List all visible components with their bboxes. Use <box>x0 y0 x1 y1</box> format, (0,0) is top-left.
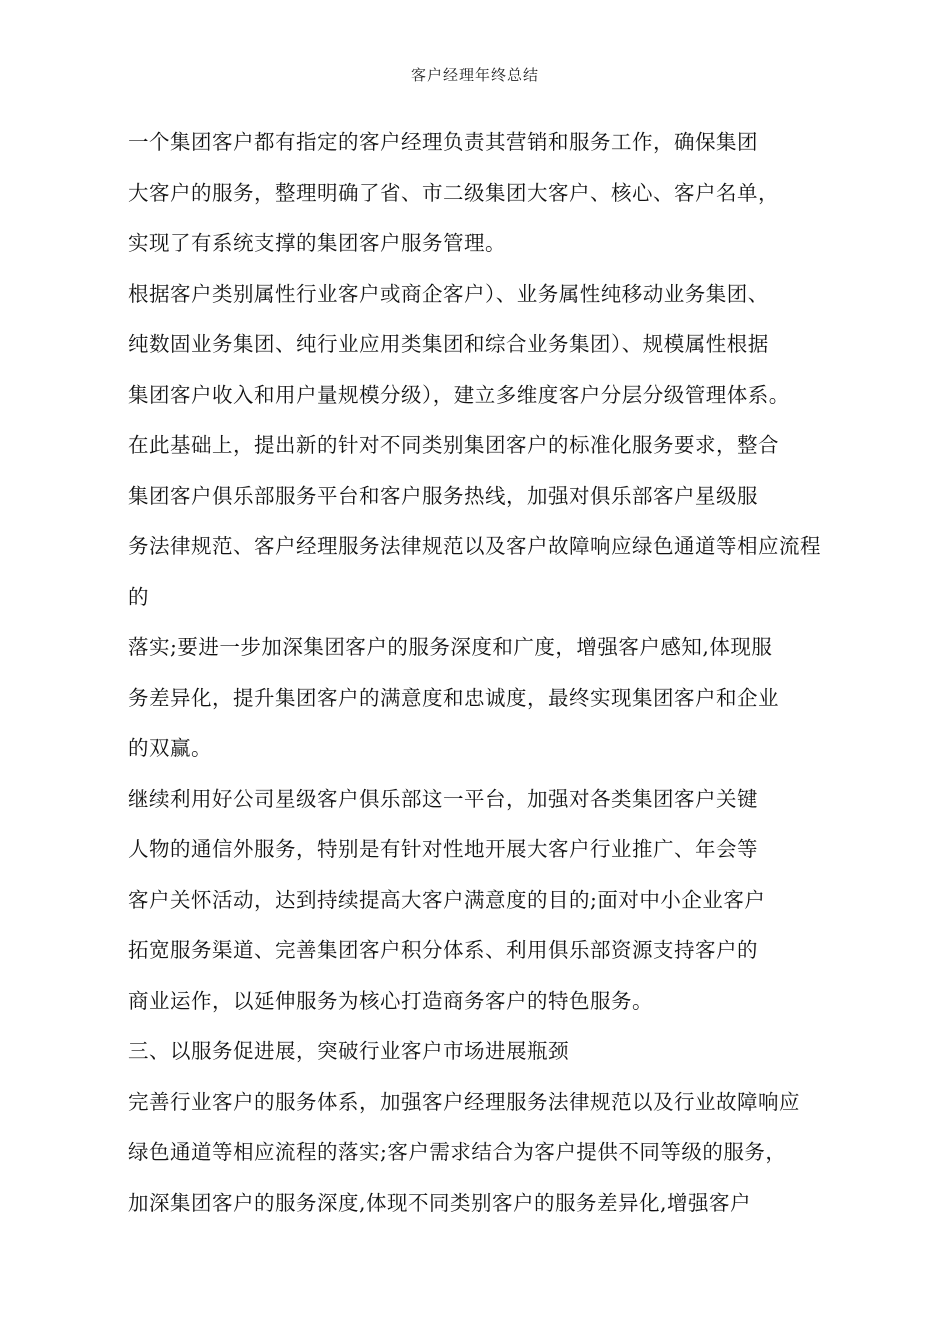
text-line: 务法律规范、客户经理服务法律规范以及客户故障响应绿色通道等相应流程 <box>128 534 821 558</box>
text-line: 集团客户俱乐部服务平台和客户服务热线，加强对俱乐部客户星级服 <box>128 483 758 508</box>
document-body <box>128 124 848 1235</box>
text-line: 落实;要进一步加深集团客户的服务深度和广度，增强客户感知,体现服 <box>128 635 773 659</box>
text-line: 纯数固业务集团、纯行业应用类集团和综合业务集团）、规模属性根据 <box>128 332 769 356</box>
text-line: 的双赢。 <box>128 736 212 760</box>
text-line: 大客户的服务，整理明确了省、市二级集团大客户、核心、客户名单， <box>128 180 779 205</box>
text-line: 继续利用好公司星级客户俱乐部这一平台，加强对各类集团客户关键 <box>128 786 758 811</box>
text-line: 人物的通信外服务，特别是有针对性地开展大客户行业推广、年会等 <box>128 837 758 861</box>
page-header-title: 客户经理年终总结 <box>410 66 539 84</box>
text-line: 务差异化，提升集团客户的满意度和忠诚度，最终实现集团客户和企业 <box>128 685 779 710</box>
text-line: 的 <box>128 584 149 609</box>
text-line: 一个集团客户都有指定的客户经理负责其营销和服务工作，确保集团 <box>128 130 758 154</box>
section-heading: 三、以服务促进展，突破行业客户市场进展瓶颈 <box>128 1039 569 1063</box>
text-line: 拓宽服务渠道、完善集团客户积分体系、利用俱乐部资源支持客户的 <box>128 938 758 962</box>
text-line: 集团客户收入和用户量规模分级），建立多维度客户分层分级管理体系。 <box>128 382 790 407</box>
text-line: 根据客户类别属性行业客户或商企客户）、业务属性纯移动业务集团、 <box>128 281 769 306</box>
text-line: 完善行业客户的服务体系，加强客户经理服务法律规范以及行业故障响应 <box>128 1089 800 1114</box>
text-line: 加深集团客户的服务深度,体现不同类别客户的服务差异化,增强客户 <box>128 1190 752 1215</box>
text-line: 绿色通道等相应流程的落实;客户需求结合为客户提供不同等级的服务， <box>128 1140 787 1164</box>
text-line: 商业运作，以延伸服务为核心打造商务客户的特色服务。 <box>128 988 653 1013</box>
text-line: 客户关怀活动，达到持续提高大客户满意度的目的;面对中小企业客户 <box>128 887 766 912</box>
text-line: 实现了有系统支撑的集团客户服务管理。 <box>128 231 506 255</box>
text-line: 在此基础上，提出新的针对不同类别集团客户的标准化服务要求，整合 <box>128 433 779 457</box>
